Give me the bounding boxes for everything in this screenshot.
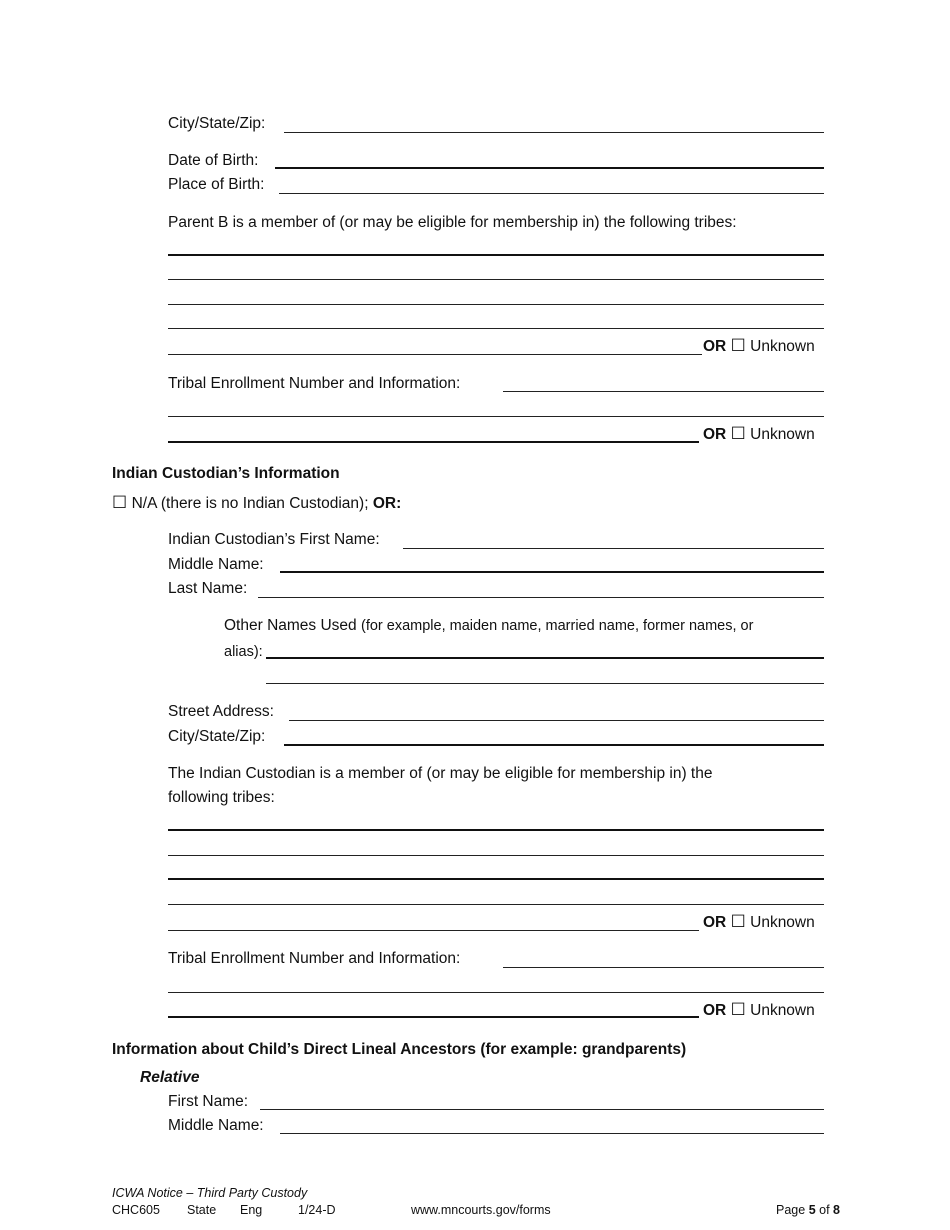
relative-middle-name-label: Middle Name:: [168, 1117, 264, 1134]
custodian-heading: Indian Custodian’s Information: [112, 465, 340, 482]
custodian-enrollment-line-2[interactable]: [168, 992, 824, 993]
custodian-other-names-line-1: [224, 616, 753, 636]
parent-b-tribes-line-1[interactable]: [168, 254, 824, 256]
custodian-tribes-line-2[interactable]: [168, 855, 824, 856]
custodian-last-name-label: Last Name:: [168, 580, 248, 597]
unknown-checkbox[interactable]: ☐: [730, 336, 746, 356]
page-total: 8: [833, 1203, 840, 1217]
custodian-other-names-line-2[interactable]: [266, 683, 824, 684]
footer-url[interactable]: www.mncourts.gov/forms: [411, 1203, 551, 1217]
custodian-enrollment-line-3[interactable]: [168, 1016, 699, 1018]
footer-lang: Eng: [240, 1203, 263, 1217]
footer-form-code: CHC605: [112, 1203, 160, 1217]
custodian-tribes-line-5[interactable]: [168, 930, 699, 931]
relative-first-name-label: First Name:: [168, 1093, 249, 1110]
parent-b-tribes-line-2[interactable]: [168, 279, 824, 280]
custodian-street-label: Street Address:: [168, 703, 274, 720]
page-of: of: [819, 1203, 830, 1217]
other-names-hint-2: alias):: [224, 644, 263, 660]
custodian-na-option: [112, 493, 401, 514]
custodian-na-or: OR:: [372, 495, 402, 512]
footer-state: State: [187, 1203, 217, 1217]
relative-middle-name-field[interactable]: [280, 1133, 824, 1134]
relative-subheading: Relative: [140, 1069, 200, 1086]
custodian-na-text: N/A (there is no Indian Custodian);: [131, 495, 369, 512]
custodian-tribes-line-1[interactable]: [168, 829, 824, 831]
unknown-label: Unknown: [750, 338, 815, 355]
custodian-street-field[interactable]: [289, 720, 824, 721]
page-current: 5: [808, 1203, 816, 1217]
custodian-tribes-line-3[interactable]: [168, 878, 824, 880]
parent-b-enrollment-field[interactable]: [503, 391, 824, 392]
custodian-enrollment-label: Tribal Enrollment Number and Information:: [168, 950, 461, 967]
date-of-birth-label: Date of Birth:: [168, 152, 259, 169]
custodian-enrollment-field[interactable]: [503, 967, 824, 968]
custodian-tribes-text-1: The Indian Custodian is a member of (or may be eligible for membership in) the: [168, 765, 713, 782]
custodian-middle-name-label: Middle Name:: [168, 556, 264, 573]
custodian-tribes-text-2: following tribes:: [168, 789, 275, 806]
page-prefix: Page: [776, 1203, 806, 1217]
city-state-zip-field[interactable]: [284, 132, 824, 133]
or-label: OR: [703, 338, 727, 355]
or-label: OR: [703, 1002, 727, 1019]
custodian-last-name-field[interactable]: [258, 597, 824, 598]
custodian-first-name-label: Indian Custodian’s First Name:: [168, 531, 380, 548]
unknown-checkbox[interactable]: ☐: [730, 1000, 746, 1020]
unknown-checkbox[interactable]: ☐: [730, 912, 746, 932]
unknown-label: Unknown: [750, 426, 815, 443]
place-of-birth-label: Place of Birth:: [168, 176, 265, 193]
custodian-tribes-line-4[interactable]: [168, 904, 824, 905]
custodian-tribes-unknown-option: [703, 912, 815, 933]
unknown-checkbox[interactable]: ☐: [730, 424, 746, 444]
unknown-label: Unknown: [750, 914, 815, 931]
or-label: OR: [703, 914, 727, 931]
footer-version: 1/24-D: [298, 1203, 336, 1217]
parent-b-tribes-text: Parent B is a member of (or may be eligible for membership in) the following tribes:: [168, 214, 737, 231]
unknown-label: Unknown: [750, 1002, 815, 1019]
other-names-label: Other Names Used: [224, 617, 357, 634]
city-state-zip-label: City/State/Zip:: [168, 115, 266, 132]
custodian-city-state-zip-field[interactable]: [284, 744, 824, 746]
custodian-middle-name-field[interactable]: [280, 571, 824, 573]
custodian-first-name-field[interactable]: [403, 548, 824, 549]
parent-b-tribes-unknown-option: [703, 336, 815, 357]
parent-b-tribes-line-3[interactable]: [168, 304, 824, 305]
parent-b-enrollment-label: Tribal Enrollment Number and Information:: [168, 375, 461, 392]
footer-page-number: [776, 1202, 840, 1218]
relative-first-name-field[interactable]: [260, 1109, 824, 1110]
other-names-hint: (for example, maiden name, married name, former names, or: [360, 618, 754, 634]
parent-b-enrollment-unknown-option: [703, 424, 815, 445]
parent-b-tribes-line-4[interactable]: [168, 328, 824, 329]
ancestors-heading: Information about Child’s Direct Lineal Ancestors (for example: grandparents): [112, 1041, 687, 1058]
parent-b-enrollment-line-3[interactable]: [168, 441, 699, 443]
custodian-na-checkbox[interactable]: ☐: [112, 493, 128, 513]
parent-b-tribes-line-5[interactable]: [168, 354, 702, 355]
footer-form-title: ICWA Notice – Third Party Custody: [112, 1186, 308, 1200]
or-label: OR: [703, 426, 727, 443]
custodian-city-state-zip-label: City/State/Zip:: [168, 728, 266, 745]
place-of-birth-field[interactable]: [279, 193, 824, 194]
parent-b-enrollment-line-2[interactable]: [168, 416, 824, 417]
custodian-other-names-field[interactable]: [266, 657, 824, 659]
date-of-birth-field[interactable]: [275, 167, 824, 169]
custodian-enrollment-unknown-option: [703, 1000, 815, 1021]
